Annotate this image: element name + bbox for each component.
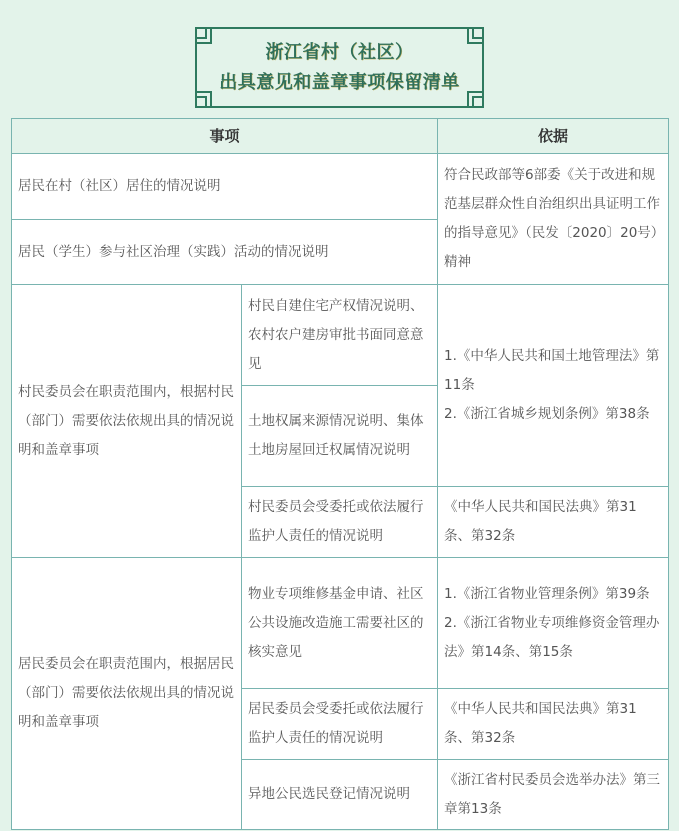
item-cell: 居民（学生）参与社区治理（实践）活动的情况说明 xyxy=(12,220,438,285)
basis-line: 1.《中华人民共和国土地管理法》第11条 xyxy=(444,348,660,393)
header-item: 事项 xyxy=(12,119,438,154)
table-row xyxy=(12,285,669,386)
basis-cell xyxy=(438,285,669,487)
basis-line: 1.《浙江省物业管理条例》第39条 xyxy=(444,585,650,602)
table-header-row xyxy=(12,119,669,154)
item-cell: 居民委员会受委托或依法履行监护人责任的情况说明 xyxy=(242,689,438,760)
basis-cell: 《中华人民共和国民法典》第31条、第32条 xyxy=(438,689,669,760)
table-row xyxy=(12,558,669,689)
basis-cell: 《浙江省村民委员会选举办法》第三章第13条 xyxy=(438,760,669,830)
item-cell: 异地公民选民登记情况说明 xyxy=(242,760,438,830)
corner-ornament xyxy=(195,95,208,108)
corner-ornament xyxy=(471,27,484,40)
basis-line: 2.《浙江省城乡规划条例》第38条 xyxy=(444,406,650,422)
category-cell: 居民委员会在职责范围内，根据居民（部门）需要依法依规出具的情况说明和盖章事项 xyxy=(12,558,242,830)
basis-line: 2.《浙江省物业专项维修资金管理办法》第14条、第15条 xyxy=(444,614,660,660)
title-line-1: 浙江省村（社区） xyxy=(265,41,414,63)
item-cell: 物业专项维修基金申请、社区公共设施改造施工需要社区的核实意见 xyxy=(242,558,438,689)
document-title-box xyxy=(195,27,484,108)
corner-ornament xyxy=(471,95,484,108)
corner-ornament xyxy=(195,27,208,40)
table-row xyxy=(12,154,669,220)
header-basis: 依据 xyxy=(438,119,669,154)
title-line-2: 出具意见和盖章事项保留清单 xyxy=(219,71,460,93)
basis-cell: 《中华人民共和国民法典》第31条、第32条 xyxy=(438,487,669,558)
basis-cell xyxy=(438,558,669,689)
item-cell: 居民在村（社区）居住的情况说明 xyxy=(12,154,438,220)
retention-list-table xyxy=(11,118,669,830)
basis-cell: 符合民政部等6部委《关于改进和规范基层群众性自治组织出具证明工作的指导意见》（民发〔2020〕20号）精神 xyxy=(438,154,669,285)
item-cell: 土地权属来源情况说明、集体土地房屋回迁权属情况说明 xyxy=(242,386,438,487)
item-cell: 村民委员会受委托或依法履行监护人责任的情况说明 xyxy=(242,487,438,558)
category-cell: 村民委员会在职责范围内，根据村民（部门）需要依法依规出具的情况说明和盖章事项 xyxy=(12,285,242,558)
item-cell: 村民自建住宅产权情况说明、农村农户建房审批书面同意意见 xyxy=(242,285,438,386)
